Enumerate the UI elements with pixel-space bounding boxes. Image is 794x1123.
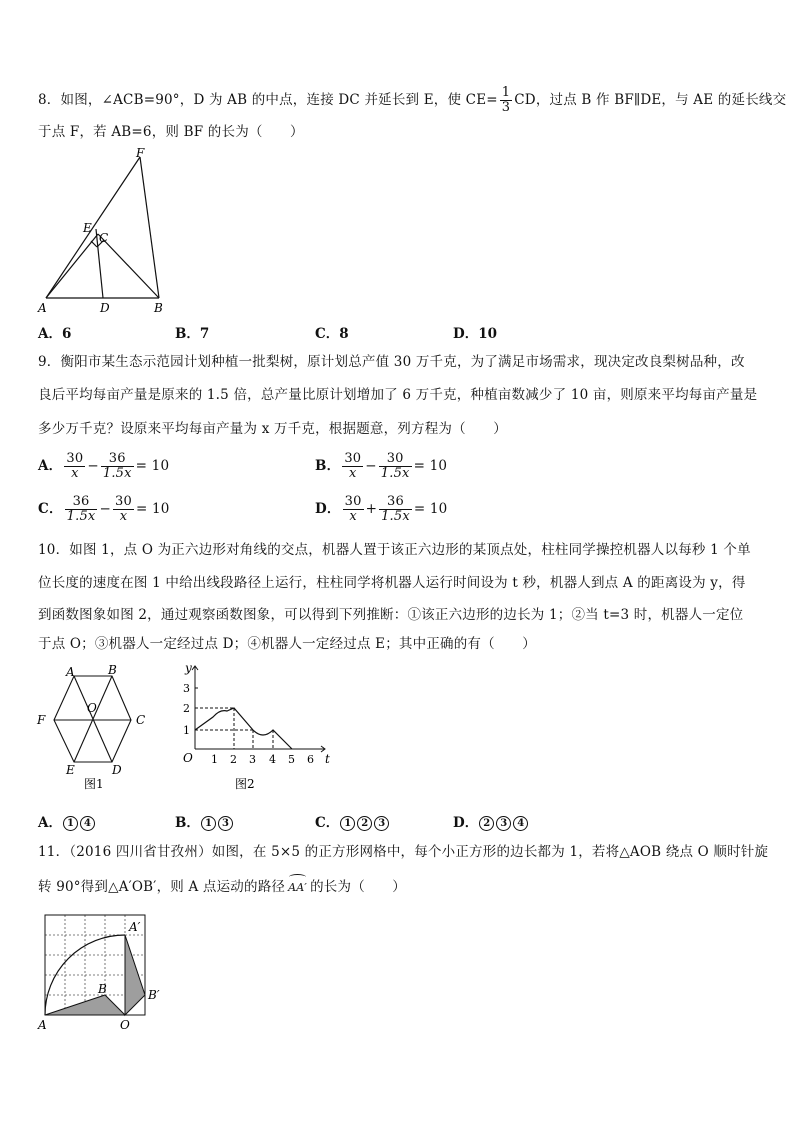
q10-option-b-label: B． <box>175 815 200 831</box>
q10-c-mark2: 2 <box>357 816 372 831</box>
q10-fig2-xtick-1: 1 <box>211 753 218 766</box>
q9-option-d-label: D． <box>315 501 341 517</box>
q9-b-num2: 30 <box>379 452 412 467</box>
q10-b-mark2: 3 <box>218 816 233 831</box>
q10-fig2-xtick-2: 2 <box>230 753 237 766</box>
q9-b-num1: 30 <box>344 451 362 466</box>
q8-text-b: CD，过点 B 作 BF∥DE，与 AE 的延长线交 <box>514 92 787 108</box>
q9-d-op: + <box>365 501 378 517</box>
q9-text-line1: 9．衡阳市某生态示范园计划种植一批梨树，原计划总产值 30 万千克，为了满足市场需求，现决定改良梨树品种，改 <box>38 354 745 370</box>
q9-a-op: − <box>87 458 99 474</box>
q10-c-mark3: 3 <box>374 816 389 831</box>
q9-option-a-label: A． <box>38 458 63 474</box>
q8-label-C: C <box>99 231 109 245</box>
q10-option-d <box>453 811 529 831</box>
q9-text-line2: 良后平均每亩产量是原来的 1.5 倍，总产量比原计划增加了 6 万千克，种植亩数减少了 10 亩，则原来平均每亩产量是 <box>38 387 758 403</box>
q9-option-b <box>315 452 447 481</box>
q9-c-num2: 30 <box>114 494 132 509</box>
q8-frac-den: 3 <box>501 100 511 115</box>
q10-b-mark1: 1 <box>201 816 216 831</box>
q10-graph-curve <box>195 708 292 749</box>
q9-b-frac1 <box>342 452 363 481</box>
q9-a-frac2 <box>101 452 134 481</box>
q9-option-c-label: C． <box>38 501 63 517</box>
q9-a-frac1 <box>64 452 85 481</box>
q11-figure-grid <box>30 905 180 1035</box>
q8-text-line2: 于点 F，若 AB=6，则 BF 的长为（ ） <box>38 124 304 140</box>
q9-d-num2: 36 <box>379 495 412 510</box>
q10-figure1-hexagon <box>32 662 162 792</box>
q11-text-b: 的长为（ ） <box>310 879 407 895</box>
q10-option-b <box>175 811 234 831</box>
q11-label-O: O <box>120 1018 130 1032</box>
q8-text-a: 8．如图，∠ACB=90°，D 为 AB 的中点，连接 DC 并延长到 E，使 CE= <box>38 92 498 108</box>
q10-fig1-label-E: E <box>66 763 75 777</box>
q10-fig1-label-C: C <box>136 713 146 727</box>
q11-label-B-prime: B′ <box>148 988 160 1002</box>
q10-fig1-label-A: A <box>66 665 75 679</box>
q8-label-B: B <box>154 301 163 315</box>
q10-text-line2: 位长度的速度在图 1 中给出线段路径上运行，柱柱同学将机器人运行时间设为 t 秒，机器人到点 A 的距离设为 y，得 <box>38 575 746 591</box>
q10-option-c-label: C． <box>315 815 340 831</box>
q10-d-mark2: 3 <box>496 816 511 831</box>
q9-a-rhs: = 10 <box>135 458 170 474</box>
q9-a-den1: x <box>71 466 79 481</box>
q9-b-den1: x <box>349 466 357 481</box>
q9-a-den2: 1.5x <box>102 466 132 481</box>
q8-option-d: D．10 <box>453 326 497 342</box>
q11-text-line1: 11．（2016 四川省甘孜州）如图，在 5×5 的正方形网格中，每个小正方形的边长都为 1，若将△AOB 绕点 O 顺时针旋 <box>38 844 769 860</box>
q9-option-d <box>315 495 447 524</box>
q9-c-den1: 1.5x <box>66 509 96 524</box>
q9-option-c <box>38 495 170 524</box>
q8-label-D: D <box>100 301 110 315</box>
q10-a-mark1: 1 <box>63 816 78 831</box>
q10-fig2-caption: 图2 <box>235 777 255 791</box>
q9-c-num1: 36 <box>65 495 98 510</box>
q10-text-line4: 于点 O；③机器人一定经过点 D；④机器人一定经过点 E；其中正确的有（ ） <box>38 636 536 652</box>
q10-fig2-ytick-3: 3 <box>183 682 190 695</box>
q11-text-line2 <box>38 877 406 898</box>
q10-fig2-label-y: y <box>185 661 192 675</box>
q9-b-frac2 <box>379 452 412 481</box>
q10-a-mark2: 4 <box>80 816 95 831</box>
q8-figure <box>36 145 176 320</box>
q9-d-den2: 1.5x <box>381 509 410 524</box>
q10-fig2-xtick-5: 5 <box>288 753 295 766</box>
q10-option-a <box>38 811 96 831</box>
q8-frac-num: 1 <box>501 85 511 100</box>
q10-text-line1: 10．如图 1，点 O 为正六边形对角线的交点，机器人置于该正六边形的某顶点处，柱柱同学操控机器人以每秒 1 个单 <box>38 542 751 558</box>
q9-option-a <box>38 452 169 481</box>
q9-b-den2: 1.5x <box>380 466 410 481</box>
q8-text-line1 <box>38 86 786 115</box>
q10-option-a-label: A． <box>38 815 62 831</box>
q8-label-A: A <box>38 301 47 315</box>
q10-d-mark1: 2 <box>479 816 494 831</box>
q9-option-b-label: B． <box>315 458 341 474</box>
q9-d-rhs: = 10 <box>413 501 448 517</box>
q9-c-frac2 <box>113 495 134 524</box>
q10-fig2-xtick-3: 3 <box>249 753 256 766</box>
q10-fig1-label-F: F <box>37 713 46 727</box>
q10-fig2-xtick-6: 6 <box>307 753 314 766</box>
q9-c-den2: x <box>119 509 128 524</box>
q9-d-frac2 <box>379 495 412 524</box>
q8-label-F: F <box>136 146 145 160</box>
q8-fraction <box>500 86 512 115</box>
q9-b-op: − <box>365 458 377 474</box>
q10-fig1-label-O: O <box>87 701 97 715</box>
q8-option-a: A．6 <box>38 326 72 342</box>
q9-d-num1: 30 <box>344 494 362 509</box>
q11-triangle-AOB <box>45 995 125 1015</box>
q11-arc-label: AA′ <box>288 881 308 894</box>
q9-b-rhs: = 10 <box>413 458 448 474</box>
q9-a-num2: 36 <box>101 452 134 467</box>
q11-arc-notation <box>288 878 307 898</box>
q10-c-mark1: 1 <box>340 816 355 831</box>
q9-c-rhs: = 10 <box>135 501 170 517</box>
q9-a-num1: 30 <box>66 451 84 466</box>
q10-fig1-label-D: D <box>112 763 122 777</box>
q10-fig1-label-B: B <box>108 663 117 677</box>
q10-fig2-label-O: O <box>183 751 193 765</box>
q11-arc-icon <box>289 874 306 880</box>
q10-figure2-graph <box>175 660 335 795</box>
q10-fig2-ytick-1: 1 <box>183 724 190 737</box>
q10-text-line3: 到函数图象如图 2，通过观察函数图象，可以得到下列推断：①该正六边形的边长为 1；②当 t=3 时，机器人一定位 <box>38 607 744 623</box>
q8-label-E: E <box>83 221 92 235</box>
q10-option-c <box>315 811 390 831</box>
q10-option-d-label: D． <box>453 815 479 831</box>
q9-text-line3: 多少万千克？设原来平均每亩产量为 x 万千克，根据题意，列方程为（ ） <box>38 421 507 437</box>
q8-option-b: B．7 <box>175 326 210 342</box>
q10-d-mark3: 4 <box>513 816 528 831</box>
q9-c-op: − <box>99 501 111 517</box>
q11-label-B: B <box>98 982 107 996</box>
q9-d-den1: x <box>349 509 357 524</box>
q10-fig1-caption: 图1 <box>84 777 104 791</box>
q11-text-a: 转 90°得到△A′OB′，则 A 点运动的路径 <box>38 879 286 895</box>
q10-fig2-xtick-4: 4 <box>269 753 276 766</box>
q10-fig2-label-t: t <box>325 752 330 766</box>
q9-d-frac1 <box>343 495 364 524</box>
q11-label-A: A <box>38 1018 47 1032</box>
q10-fig2-ytick-2: 2 <box>183 702 190 715</box>
q8-option-c: C．8 <box>315 326 349 342</box>
q11-label-A-prime: A′ <box>129 920 141 934</box>
q9-c-frac1 <box>65 495 98 524</box>
